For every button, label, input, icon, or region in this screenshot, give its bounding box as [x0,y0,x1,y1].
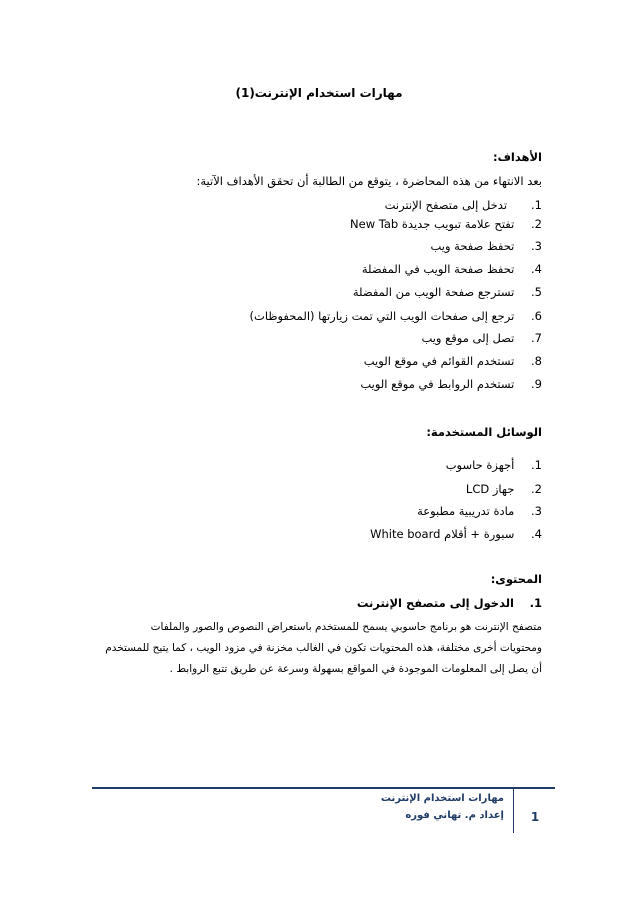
objective-text: تفتح علامة تبويب جديدة New Tab [350,217,515,231]
objective-number: 1. [531,198,542,212]
footer-divider [513,789,514,833]
objectives-intro: بعد الانتهاء من هذه المحاضرة ، يتوقع من الطالبة أن تحقق الأهداف الآتية: [196,174,542,188]
objective-item [250,309,542,323]
objective-item [353,285,542,299]
objective-number: 4. [531,262,542,276]
objective-number: 2. [531,217,542,231]
objective-number: 8. [531,354,542,368]
objective-number: 5. [531,285,542,299]
tools-heading: الوسائل المستخدمة: [426,425,542,439]
objective-text: تحفظ صفحة الويب في المفضلة [361,262,515,276]
footer-course: مهارات استخدام الإنترنت [380,793,504,804]
section-heading [357,596,542,610]
section-number: 1. [529,596,542,610]
page-number: 1 [530,810,540,824]
paragraph-line: ومحتويات أخرى مختلفة، هذه المحتويات تكون في الغالب مخزنة في مزود الويب ، كما يتيح للمستخدم [105,642,542,654]
tool-number: 2. [531,482,542,496]
footer-rule [92,787,555,789]
page-title: مهارات استخدام الإنترنت(1) [235,86,403,100]
tool-text: جهاز LCD [465,482,515,496]
objective-text: تدخل إلى متصفح الإنترنت [384,198,508,212]
objective-text: تصل إلى موقع ويب [421,331,515,345]
paragraph-line: أن يصل إلى المعلومات الموجودة في المواقع بسهولة وسرعة عن طريق تتبع الروابط . [169,663,542,675]
tool-item [446,458,542,472]
objective-item [350,217,542,231]
tool-number: 4. [531,527,542,541]
objective-item [430,239,542,253]
objective-number: 6. [531,309,542,323]
objective-item [364,354,542,368]
objective-text: تحفظ صفحة ويب [430,239,515,253]
objective-text: تستخدم القوائم في موقع الويب [363,354,515,368]
content-heading: المحتوى: [490,572,542,586]
footer-author: إعداد م. تهاني فوره [405,810,504,821]
objective-item [362,262,542,276]
objective-item [360,377,542,391]
objective-number: 3. [531,239,542,253]
tool-text: سبورة + أقلام White board [370,527,515,541]
objective-text: تستخدم الروابط في موقع الويب [360,377,515,391]
objective-text: ترجع إلى صفحات الويب التي تمت زيارتها (المحفوظات) [249,309,515,323]
tool-item [370,527,542,541]
tool-number: 1. [531,458,542,472]
objective-item [421,331,542,345]
objectives-heading: الأهداف: [492,150,542,164]
objective-number: 7. [531,331,542,345]
section-title: الدخول إلى متصفح الإنترنت [356,596,514,610]
tool-number: 3. [531,504,542,518]
objective-item [385,198,542,212]
tool-item [417,504,542,518]
tool-text: مادة تدريبية مطبوعة [417,504,515,518]
paragraph-line: متصفح الإنترنت هو برنامج حاسوبي يسمح للمستخدم باستعراض النصوص والصور والملفات [150,621,542,633]
tool-text: أجهزة حاسوب [445,458,515,472]
tool-item [466,482,542,496]
objective-text: تسترجع صفحة الويب من المفضلة [352,285,515,299]
objective-number: 9. [531,377,542,391]
